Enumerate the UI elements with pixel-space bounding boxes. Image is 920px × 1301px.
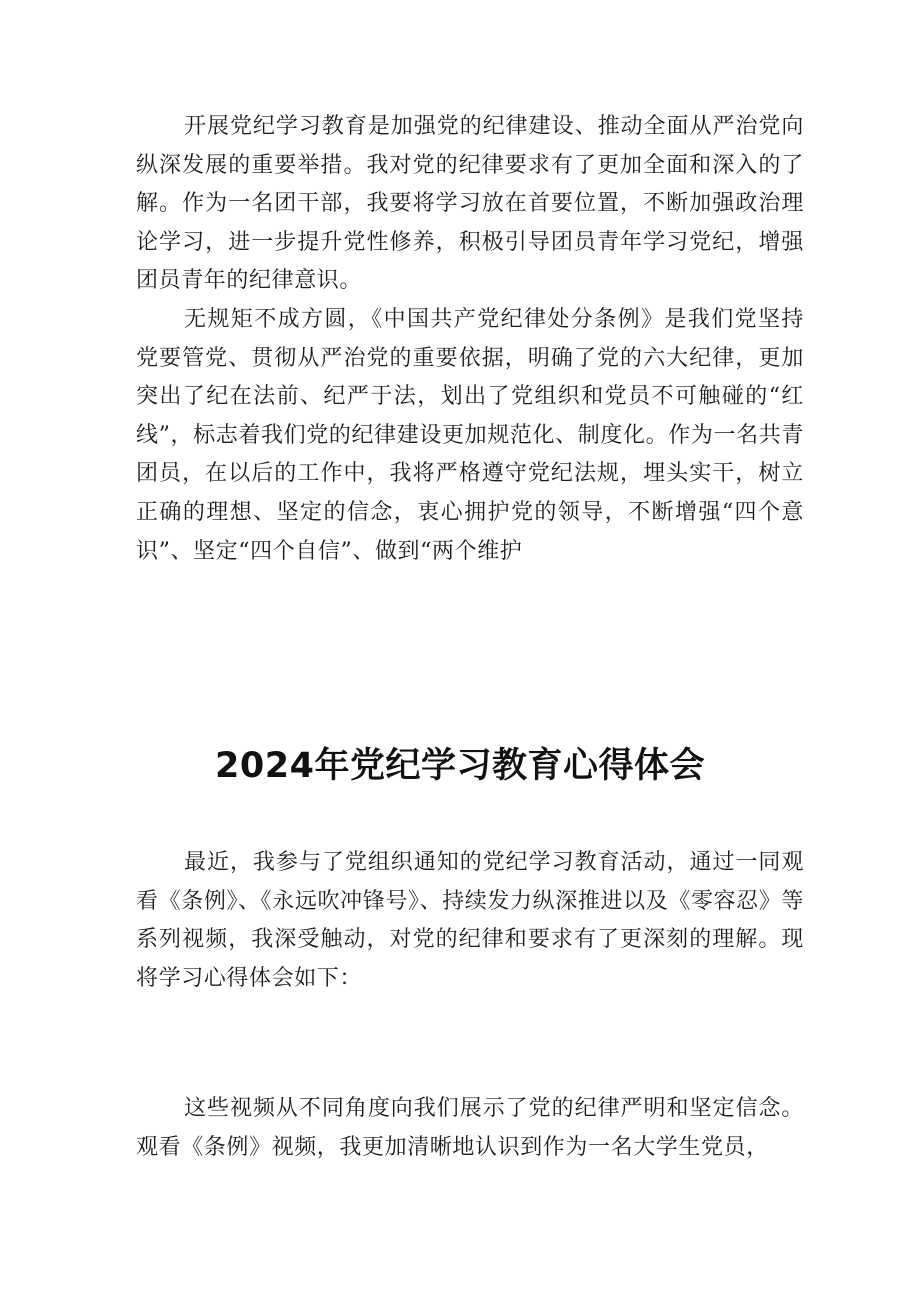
document-body-videos xyxy=(136,1090,804,1167)
document-body-top xyxy=(136,108,804,571)
paragraph-party-discipline-education: 开展党纪学习教育是加强党的纪律建设、推动全面从严治党向纵深发展的重要举措。我对党的纪律要求有了更加全面和深入的了解。作为一名团干部，我要将学习放在首要位置，不断加强政治理论学习，进一步提升党性修养，积极引导团员青年学习党纪，增强团员青年的纪律意识。 xyxy=(136,114,804,294)
paragraph-rules-and-regulations: 无规矩不成方圆，《中国共产党纪律处分条例》是我们党坚持党要管党、贯彻从严治党的重要依据，明确了党的六大纪律，更加突出了纪在法前、纪严于法，划出了党组织和党员不可触碰的“红线”，标志着我们党的纪律建设更加规范化、制度化。作为一名共青团员，在以后的工作中，我将严格遵守党纪法规，埋头实干，树立正确的理想、坚定的信念，衷心拥护党的领导，不断增强“四个意识”、坚定“四个自信”、做到“两个维护 xyxy=(136,306,804,564)
title-container xyxy=(0,744,920,788)
paragraph-videos: 这些视频从不同角度向我们展示了党的纪律严明和坚定信念。观看《条例》视频，我更加清晰地认识到作为一名大学生党员， xyxy=(136,1096,804,1160)
page-title: 2024年党纪学习教育心得体会 xyxy=(215,746,705,786)
paragraph-recent-study: 最近，我参与了党组织通知的党纪学习教育活动，通过一同观看《条例》、《永远吹冲锋号》、持续发力纵深推进以及《零容忍》等系列视频，我深受触动，对党的纪律和要求有了更深刻的理解。现将学习心得体会如下： xyxy=(136,850,804,991)
document-body-intro xyxy=(136,844,804,998)
